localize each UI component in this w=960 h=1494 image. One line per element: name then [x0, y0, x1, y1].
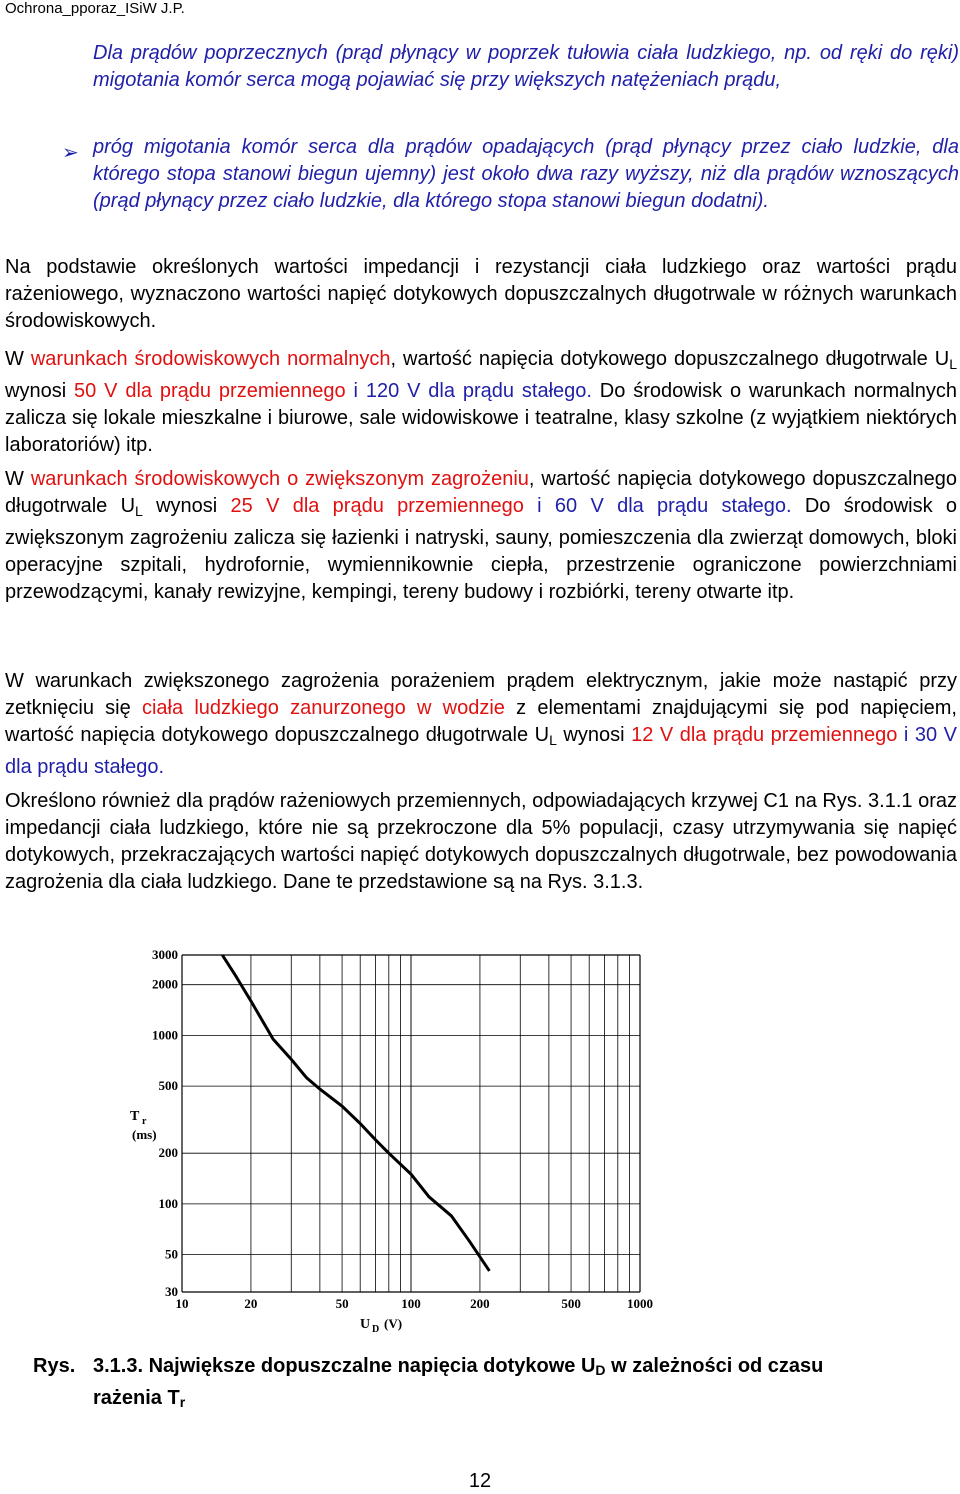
caption-line2: rażenia T [93, 1387, 180, 1409]
document-header: Ochrona_pporaz_ISiW J.P. [5, 0, 185, 17]
y-tick-label: 50 [165, 1246, 178, 1262]
y-tick-label: 30 [165, 1284, 178, 1299]
paragraph-water-immersion [5, 668, 957, 781]
caption-id: 3.1.3. [93, 1355, 144, 1377]
paragraph-increased-risk [5, 466, 957, 606]
y-axis-unit: (ms) [132, 1127, 157, 1142]
text: wynosi [5, 380, 75, 402]
y-tick-label: 1000 [152, 1027, 178, 1043]
value-dc: 60 V dla prądu stałego. [554, 495, 792, 517]
x-axis-label-sub: D [372, 1324, 380, 1335]
highlight-red: warunkach środowiskowych normalnych [30, 348, 391, 370]
caption-sub: D [595, 1362, 606, 1378]
highlight-red: warunkach środowiskowych o zwiększonym zagrożeniu [30, 468, 529, 490]
text: wynosi [142, 495, 231, 517]
x-tick-label: 20 [244, 1296, 258, 1311]
text: wynosi [556, 724, 632, 746]
subscript: L [135, 503, 143, 519]
y-tick-label: 100 [158, 1195, 178, 1211]
x-tick-label: 50 [335, 1296, 349, 1311]
text: , wartość napięcia dotykowego dopuszczalnego długotrwale U [5, 468, 957, 517]
x-axis-label: U [360, 1317, 371, 1332]
value-dc: 30 V dla prądu stałego. [5, 724, 958, 778]
y-tick-label: 2000 [152, 976, 178, 992]
y-axis-label-sub: r [142, 1116, 147, 1127]
x-tick-label: 100 [401, 1296, 421, 1311]
italic-bullet-text: próg migotania komór serca dla prądów opadających (prąd płynący przez ciało ludzkie, dla którego stopa stanowi biegun ujemny) jest około dwa razy wyższy, niż dla prądów wznoszących (prąd płynący przez ciało ludzkie, dla którego stopa stanowi biegun dodatni). [93, 136, 959, 212]
x-tick-label: 1000 [627, 1296, 653, 1311]
curve-line [222, 955, 489, 1271]
text: i [523, 495, 555, 517]
text: W warunkach zwiększonego zagrożenia porażeniem prądem elektrycznym, jakie może nastąpić przy zetknięciu się [5, 670, 957, 719]
paragraph-times: Określono również dla prądów rażeniowych przemiennych, odpowiadających krzywej C1 na Rys. 3.1.1 oraz impedancji ciała ludzkiego, które nie są przekroczone dla 5% populacji, czasy utrzymywania się napięć dotykowych, przekraczających wartości napięć dotykowych dopuszczalnych długotrwale, bez powodowania zagrożenia dla ciała ludzkiego. Dane te przedstawione są na Rys. 3.1.3. [5, 790, 957, 893]
text: Do środowisk o warunkach normalnych zalicza się lokale mieszkalne i biurowe, sale widowiskowe i teatralne, klasy szkolne (z wyjątkiem niektórych laboratoriów) itp. [5, 380, 957, 456]
italic-paragraph: Dla prądów poprzecznych (prąd płynący w poprzek tułowia ciała ludzkiego, np. od ręki do ręki) migotania komór serca mogą pojawiać się przy większych natężeniach prądu, [93, 42, 959, 91]
x-tick-label: 10 [175, 1296, 189, 1311]
y-tick-label: 500 [158, 1078, 178, 1094]
y-tick-label: 3000 [152, 947, 178, 962]
page-number: 12 [468, 1470, 492, 1492]
caption-sub2: r [179, 1394, 186, 1410]
text: Do środowisk o zwiększonym zagrożeniu zalicza się łazienki i natryski, sauny, pomieszczenia dla zwierząt domowych, bloki operacyjne szpitali, hydrofornie, wymiennikownie ciepła, przestrzenie ograniczone powierzchniami przewodzącymi, kanały rewizyjne, kempingi, tereny budowy i rozbiórki, tereny otwarte itp. [5, 495, 958, 603]
text: i [897, 724, 915, 746]
y-axis-label: T [130, 1109, 140, 1124]
value-ac: 25 V dla prądu przemiennego [230, 495, 524, 517]
text: z elementami znajdującymi się pod napięciem, wartość napięcia dotykowego dopuszczalnego długotrwale U [5, 697, 957, 746]
x-tick-label: 200 [470, 1296, 490, 1311]
x-tick-label: 500 [561, 1296, 581, 1311]
highlight-red: ciała ludzkiego zanurzonego w wodzie [141, 697, 505, 719]
bullet-arrow-icon: ➢ [62, 142, 79, 164]
subscript: L [549, 732, 557, 748]
text: W [5, 348, 24, 370]
caption-label: Rys. [33, 1355, 76, 1377]
subscript: L [949, 356, 957, 372]
paragraph-intro: Na podstawie określonych wartości impedancji i rezystancji ciała ludzkiego oraz wartości prądu rażeniowego, wyznaczono wartości napięć dotykowych dopuszczalnych długotrwale w różnych warunkach środowiskowych. [5, 256, 957, 332]
value-ac: 50 V dla prądu przemiennego [74, 380, 346, 402]
paragraph-normal-conditions [5, 346, 957, 459]
caption-text2: w zależności od czasu [605, 1355, 824, 1377]
voltage-time-chart [120, 940, 653, 1340]
text: W [5, 468, 24, 490]
x-axis-unit: (V) [384, 1316, 403, 1331]
text: i [345, 380, 366, 402]
value-dc: 120 V dla prądu stałego. [365, 380, 592, 402]
text: , wartość napięcia dotykowego dopuszczalnego długotrwale U [390, 348, 950, 370]
caption-text: Największe dopuszczalne napięcia dotykowe U [148, 1355, 596, 1377]
y-tick-label: 200 [158, 1145, 178, 1161]
value-ac: 12 V dla prądu przemiennego [631, 724, 898, 746]
figure-caption [33, 1352, 823, 1416]
